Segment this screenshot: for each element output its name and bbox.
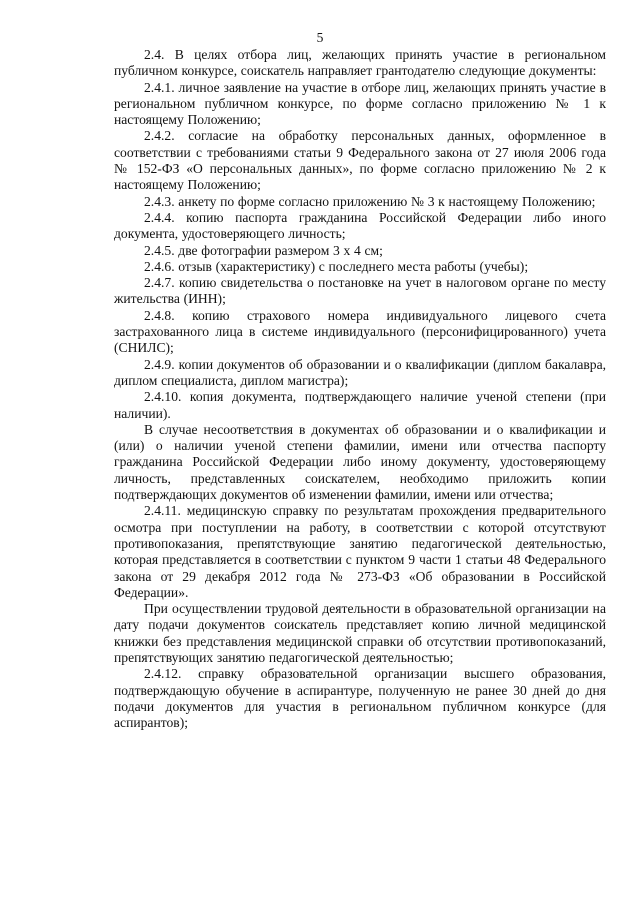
clause-2-4-7: 2.4.7. копию свидетельства о постановке на учет в налоговом органе по месту жительства (ИНН); [114, 275, 606, 307]
clause-2-4-3: 2.4.3. анкету по форме согласно приложению № 3 к настоящему Положению; [144, 193, 596, 209]
clause-2-4-6: 2.4.6. отзыв (характеристику) с последнего места работы (учебы); [144, 258, 529, 274]
clause-2-4-9: 2.4.9. копии документов об образовании и о квалификации (диплом бакалавра, диплом специалиста, диплом магистра); [114, 356, 606, 388]
medical-book-note: При осуществлении трудовой деятельности в образовательной организации на дату подачи документов соискатель представляет копию личной медицинской книжки без представления медицинской справки об отсутствии противопоказаний, препятствующих занятию педагогической деятельностью; [114, 601, 606, 665]
clause-2-4-4: 2.4.4. копию паспорта гражданина Российской Федерации либо иного документа, удостоверяющего личность; [114, 209, 606, 242]
clause-2-4: 2.4. В целях отбора лиц, желающих принять участие в региональном публичном конкурсе, соискатель направляет грантодателю следующие документы: [114, 47, 606, 79]
clause-2-4-8: 2.4.8. копию страхового номера индивидуального лицевого счета застрахованного лица в системе индивидуального (персонифицированного) учета (СНИЛС); [114, 307, 606, 356]
clause-2-4-2: 2.4.2. согласие на обработку персональных данных, оформленное в соответствии с требованиями статьи 9 Федерального закона от 27 июля 2006 года № 152-ФЗ «О персональных данных», по форме согласно приложению № 2 к настоящему Положению; [114, 128, 606, 193]
clause-2-4-5: 2.4.5. две фотографии размером 3 х 4 см; [144, 242, 383, 258]
clause-2-4-1: 2.4.1. личное заявление на участие в отборе лиц, желающих принять участие в региональном публичном конкурсе, по форме согласно приложению № 1 к настоящему Положению; [114, 79, 606, 128]
page-number: 5 [316, 30, 324, 45]
clause-2-4-11: 2.4.11. медицинскую справку по результатам прохождения предварительного осмотра при поступлении на работу, в соответствии с которой отсутствуют противопоказания, препятствующие занятию педагогической деятельностью, которая представляется в соответствии с пунктом 9 части 1 статьи 48 Федерального закона от 29 декабря 2012 года № 273-ФЗ «Об образовании в Российской Федерации». [114, 503, 606, 600]
name-mismatch-note: В случае несоответствия в документах об образовании и о квалификации и (или) о наличии ученой степени фамилии, имени или отчества паспорту гражданина Российской Федерации либо иному документу, удостоверяющему личность, представленных соискателем, необходимо приложить копии подтверждающих документов об изменении фамилии, имени или отчества; [114, 421, 606, 503]
clause-2-4-12: 2.4.12. справку образовательной организации высшего образования, подтверждающую обучение в аспирантуре, полученную не ранее 30 дней до дня подачи документов для участия в региональном публичном конкурсе (для аспирантов); [114, 666, 606, 731]
document-body [114, 47, 606, 731]
clause-2-4-10: 2.4.10. копия документа, подтверждающего наличие ученой степени (при наличии). [114, 389, 606, 421]
